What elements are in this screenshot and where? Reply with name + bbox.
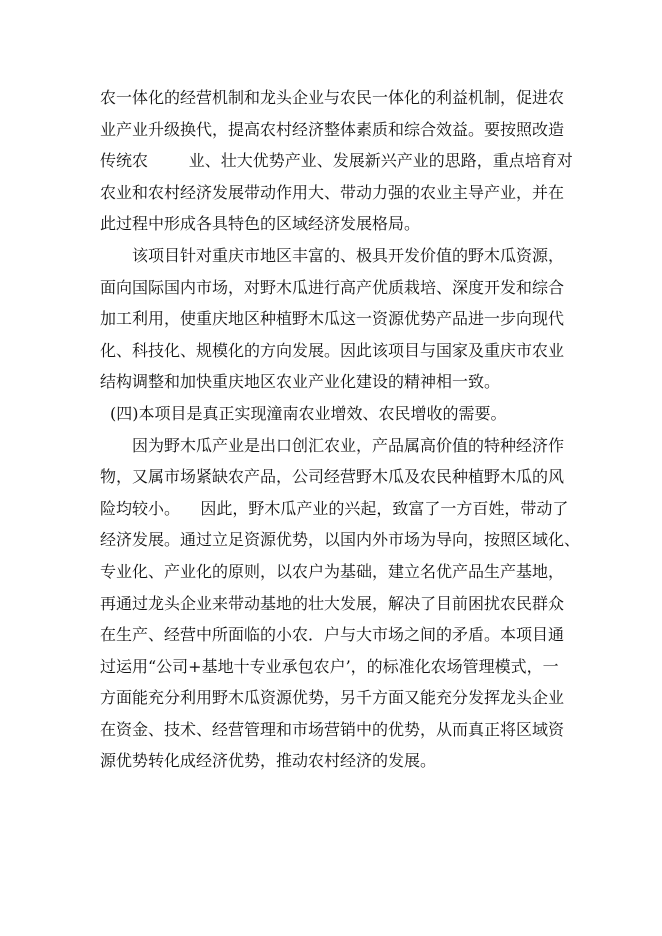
text-line: 过运用“公司+基地十专业承包农户’，的标准化农场管理模式，一 [100, 656, 559, 676]
text-line: 此过程中形成各具特色的区域经济发展格局。 [100, 214, 421, 234]
paragraph-start-line: 该项目针对重庆市地区丰富的、极具开发价值的野木瓜资源， [132, 245, 565, 265]
section-heading: (四)本项目是真正实现潼南农业增效、农民增收的需要。 [110, 403, 507, 423]
document-body [100, 82, 581, 777]
text-line: 农业和农村经济发展带动作用大、带动力强的农业主导产业，并在 [100, 182, 565, 202]
text-line: 物，又属市场紧缺农产品，公司经营野木瓜及农民种植野木瓜的风 [100, 467, 565, 487]
text-line: 加工利用，使重庆地区种植野木瓜这一资源优势产品进一步向现代 [100, 309, 565, 329]
text-line: 农一体化的经营机制和龙头企业与农民一体化的利益机制，促进农 [100, 88, 565, 107]
text-line: 经济发展。通过立足资源优势，以国内外市场为导向，按照区域化、 [100, 530, 581, 550]
text-line: 再通过龙头企业来带动基地的壮大发展，解决了目前困扰农民群众 [100, 593, 565, 613]
paragraph-start-line: 因为野木瓜产业是出口创汇农业，产品属高价值的特种经济作 [132, 435, 565, 455]
text-line: 险均较小。 因此，野木瓜产业的兴起，致富了一方百姓，带动了 [100, 498, 569, 518]
text-line: 传统农 业、壮大优势产业、发展新兴产业的思路，重点培育对 [100, 151, 573, 171]
text-line: 在生产、经营中所面临的小农．户与大市场之间的矛盾。本项目通 [100, 625, 565, 645]
text-line: 化、科技化、规模化的方向发展。因此该项目与国家及重庆市农业 [100, 340, 565, 360]
text-line: 面向国际国内市场，对野木瓜进行高产优质栽培、深度开发和综合 [100, 277, 565, 297]
text-line: 方面能充分利用野木瓜资源优势，另千方面又能充分发挥龙头企业 [100, 688, 565, 708]
text-line: 业产业升级换代，提高农村经济整体素质和综合效益。要按照改造 [100, 119, 565, 139]
text-line: 在资金、技术、经营管理和市场营销中的优势，从而真正将区域资 [100, 719, 565, 739]
text-line: 源优势转化成经济优势，推动农村经济的发展。 [100, 751, 437, 771]
text-line: 专业化、产业化的原则，以农户为基础，建立名优产品生产基地， [100, 561, 565, 581]
text-line: 结构调整和加快重庆地区农业产业化建设的精神相一致。 [100, 372, 501, 392]
